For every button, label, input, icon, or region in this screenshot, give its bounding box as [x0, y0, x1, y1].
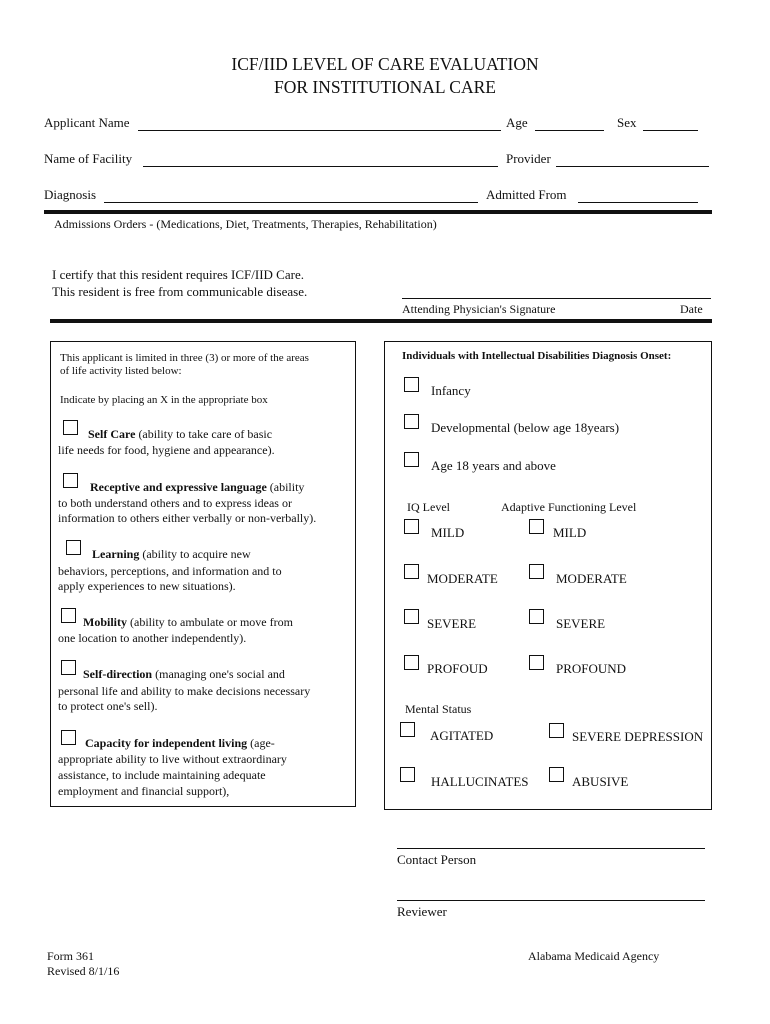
receptive-line2: to both understand others and to express ideas or — [58, 496, 292, 510]
receptive-rest: (ability — [266, 480, 305, 494]
severe-depression-label: SEVERE DEPRESSION — [572, 729, 704, 744]
admitted-from-label: Admitted From — [486, 187, 567, 202]
learning-checkbox[interactable] — [66, 540, 81, 555]
instruction-text: Indicate by placing an X in the appropriate box — [60, 394, 268, 406]
receptive-line1 — [90, 480, 304, 495]
hallucinates-checkbox[interactable] — [400, 767, 415, 782]
provider-field[interactable] — [556, 166, 709, 167]
provider-label: Provider — [506, 151, 551, 166]
adaptive-severe-checkbox[interactable] — [529, 609, 544, 624]
iq-profound-checkbox[interactable] — [404, 655, 419, 670]
sex-label: Sex — [617, 115, 637, 130]
self-care-line1 — [88, 427, 272, 442]
iq-severe-label: SEVERE — [427, 616, 477, 631]
self-care-checkbox[interactable] — [63, 420, 78, 435]
certify-line2: This resident is free from communicable disease. — [52, 284, 308, 299]
certify-line1: I certify that this resident requires ICF/IID Care. — [52, 267, 304, 282]
facility-field[interactable] — [143, 166, 498, 167]
onset-heading: Individuals with Intellectual Disabilities Diagnosis Onset: — [402, 350, 672, 362]
mobility-line2: one location to another independently). — [58, 631, 247, 645]
age-field[interactable] — [535, 130, 604, 131]
iq-moderate-label: MODERATE — [427, 571, 498, 586]
admissions-orders-area[interactable] — [54, 236, 704, 260]
adaptive-mild-checkbox[interactable] — [529, 519, 544, 534]
agitated-label: AGITATED — [430, 728, 494, 743]
admissions-orders-label: Admissions Orders - (Medications, Diet, Treatments, Therapies, Rehabilitation) — [54, 217, 437, 231]
self-direction-rest: (managing one's social and — [152, 667, 285, 681]
diagnosis-label: Diagnosis — [44, 187, 96, 202]
abusive-label: ABUSIVE — [572, 774, 629, 789]
contact-person-label: Contact Person — [397, 852, 477, 867]
admitted-from-field[interactable] — [578, 202, 698, 203]
developmental-checkbox[interactable] — [404, 414, 419, 429]
revised-date: Revised 8/1/16 — [47, 964, 120, 978]
iq-level-label: IQ Level — [407, 500, 450, 514]
section-divider — [50, 319, 712, 323]
diagnosis-field[interactable] — [104, 202, 478, 203]
iq-mild-checkbox[interactable] — [404, 519, 419, 534]
self-direction-line3: to protect one's sell). — [58, 699, 158, 713]
adaptive-moderate-checkbox[interactable] — [529, 564, 544, 579]
independent-living-rest: (age- — [247, 736, 275, 750]
self-direction-checkbox[interactable] — [61, 660, 76, 675]
adaptive-moderate-label: MODERATE — [556, 571, 627, 586]
independent-living-line1 — [85, 736, 275, 751]
self-care-title: Self Care — [88, 427, 136, 441]
intro-line1: This applicant is limited in three (3) or more of the areas — [60, 352, 309, 364]
mobility-checkbox[interactable] — [61, 608, 76, 623]
independent-living-line3: assistance, to include maintaining adequate — [58, 768, 266, 782]
section-divider — [44, 210, 712, 214]
age-label: Age — [506, 115, 528, 130]
independent-living-checkbox[interactable] — [61, 730, 76, 745]
receptive-language-checkbox[interactable] — [63, 473, 78, 488]
adaptive-level-label: Adaptive Functioning Level — [501, 500, 637, 514]
form-title-line1: ICF/IID LEVEL OF CARE EVALUATION — [231, 54, 539, 74]
mobility-rest: (ability to ambulate or move from — [127, 615, 293, 629]
learning-line2: behaviors, perceptions, and information and to — [58, 564, 282, 578]
self-care-rest: (ability to take care of basic — [135, 427, 273, 441]
learning-rest: (ability to acquire new — [139, 547, 251, 561]
adaptive-mild-label: MILD — [553, 525, 587, 540]
reviewer-label: Reviewer — [397, 904, 447, 919]
learning-title: Learning — [92, 547, 140, 561]
physician-signature-label: Attending Physician's Signature — [402, 302, 556, 316]
adaptive-severe-label: SEVERE — [556, 616, 606, 631]
agitated-checkbox[interactable] — [400, 722, 415, 737]
facility-label: Name of Facility — [44, 151, 133, 166]
independent-living-line4: employment and financial support), — [58, 784, 230, 798]
infancy-label: Infancy — [431, 383, 471, 398]
date-label: Date — [680, 302, 703, 316]
age-18-above-label: Age 18 years and above — [431, 458, 556, 473]
mobility-title: Mobility — [83, 615, 127, 629]
self-direction-line1 — [83, 667, 285, 682]
reviewer-field[interactable] — [397, 900, 705, 901]
receptive-line3: information to others either verbally or non-verbally). — [58, 511, 317, 525]
learning-line3: apply experiences to new situations). — [58, 579, 236, 593]
form-title-line2: FOR INSTITUTIONAL CARE — [274, 77, 496, 97]
iq-severe-checkbox[interactable] — [404, 609, 419, 624]
mental-status-label: Mental Status — [405, 702, 472, 716]
iq-profound-label: PROFOUD — [427, 661, 488, 676]
severe-depression-checkbox[interactable] — [549, 723, 564, 738]
independent-living-line2: appropriate ability to live without extraordinary — [58, 752, 287, 766]
self-care-line2: life needs for food, hygiene and appearance). — [58, 443, 275, 457]
infancy-checkbox[interactable] — [404, 377, 419, 392]
self-direction-line2: personal life and ability to make decisions necessary — [58, 684, 311, 698]
contact-person-field[interactable] — [397, 848, 705, 849]
form-number: Form 361 — [47, 949, 95, 963]
adaptive-profound-checkbox[interactable] — [529, 655, 544, 670]
independent-living-title: Capacity for independent living — [85, 736, 248, 750]
physician-signature-field[interactable] — [402, 298, 711, 299]
intro-line2: of life activity listed below: — [60, 365, 182, 377]
mobility-line1 — [83, 615, 293, 630]
iq-moderate-checkbox[interactable] — [404, 564, 419, 579]
adaptive-profound-label: PROFOUND — [556, 661, 627, 676]
developmental-label: Developmental (below age 18years) — [431, 420, 620, 435]
receptive-title: Receptive and expressive language — [90, 480, 267, 494]
applicant-name-field[interactable] — [138, 130, 501, 131]
learning-line1 — [92, 547, 251, 562]
age-18-above-checkbox[interactable] — [404, 452, 419, 467]
iq-mild-label: MILD — [431, 525, 465, 540]
self-direction-title: Self-direction — [83, 667, 153, 681]
agency-name: Alabama Medicaid Agency — [528, 949, 660, 963]
hallucinates-label: HALLUCINATES — [431, 774, 529, 789]
abusive-checkbox[interactable] — [549, 767, 564, 782]
applicant-name-label: Applicant Name — [44, 115, 130, 130]
sex-field[interactable] — [643, 130, 698, 131]
